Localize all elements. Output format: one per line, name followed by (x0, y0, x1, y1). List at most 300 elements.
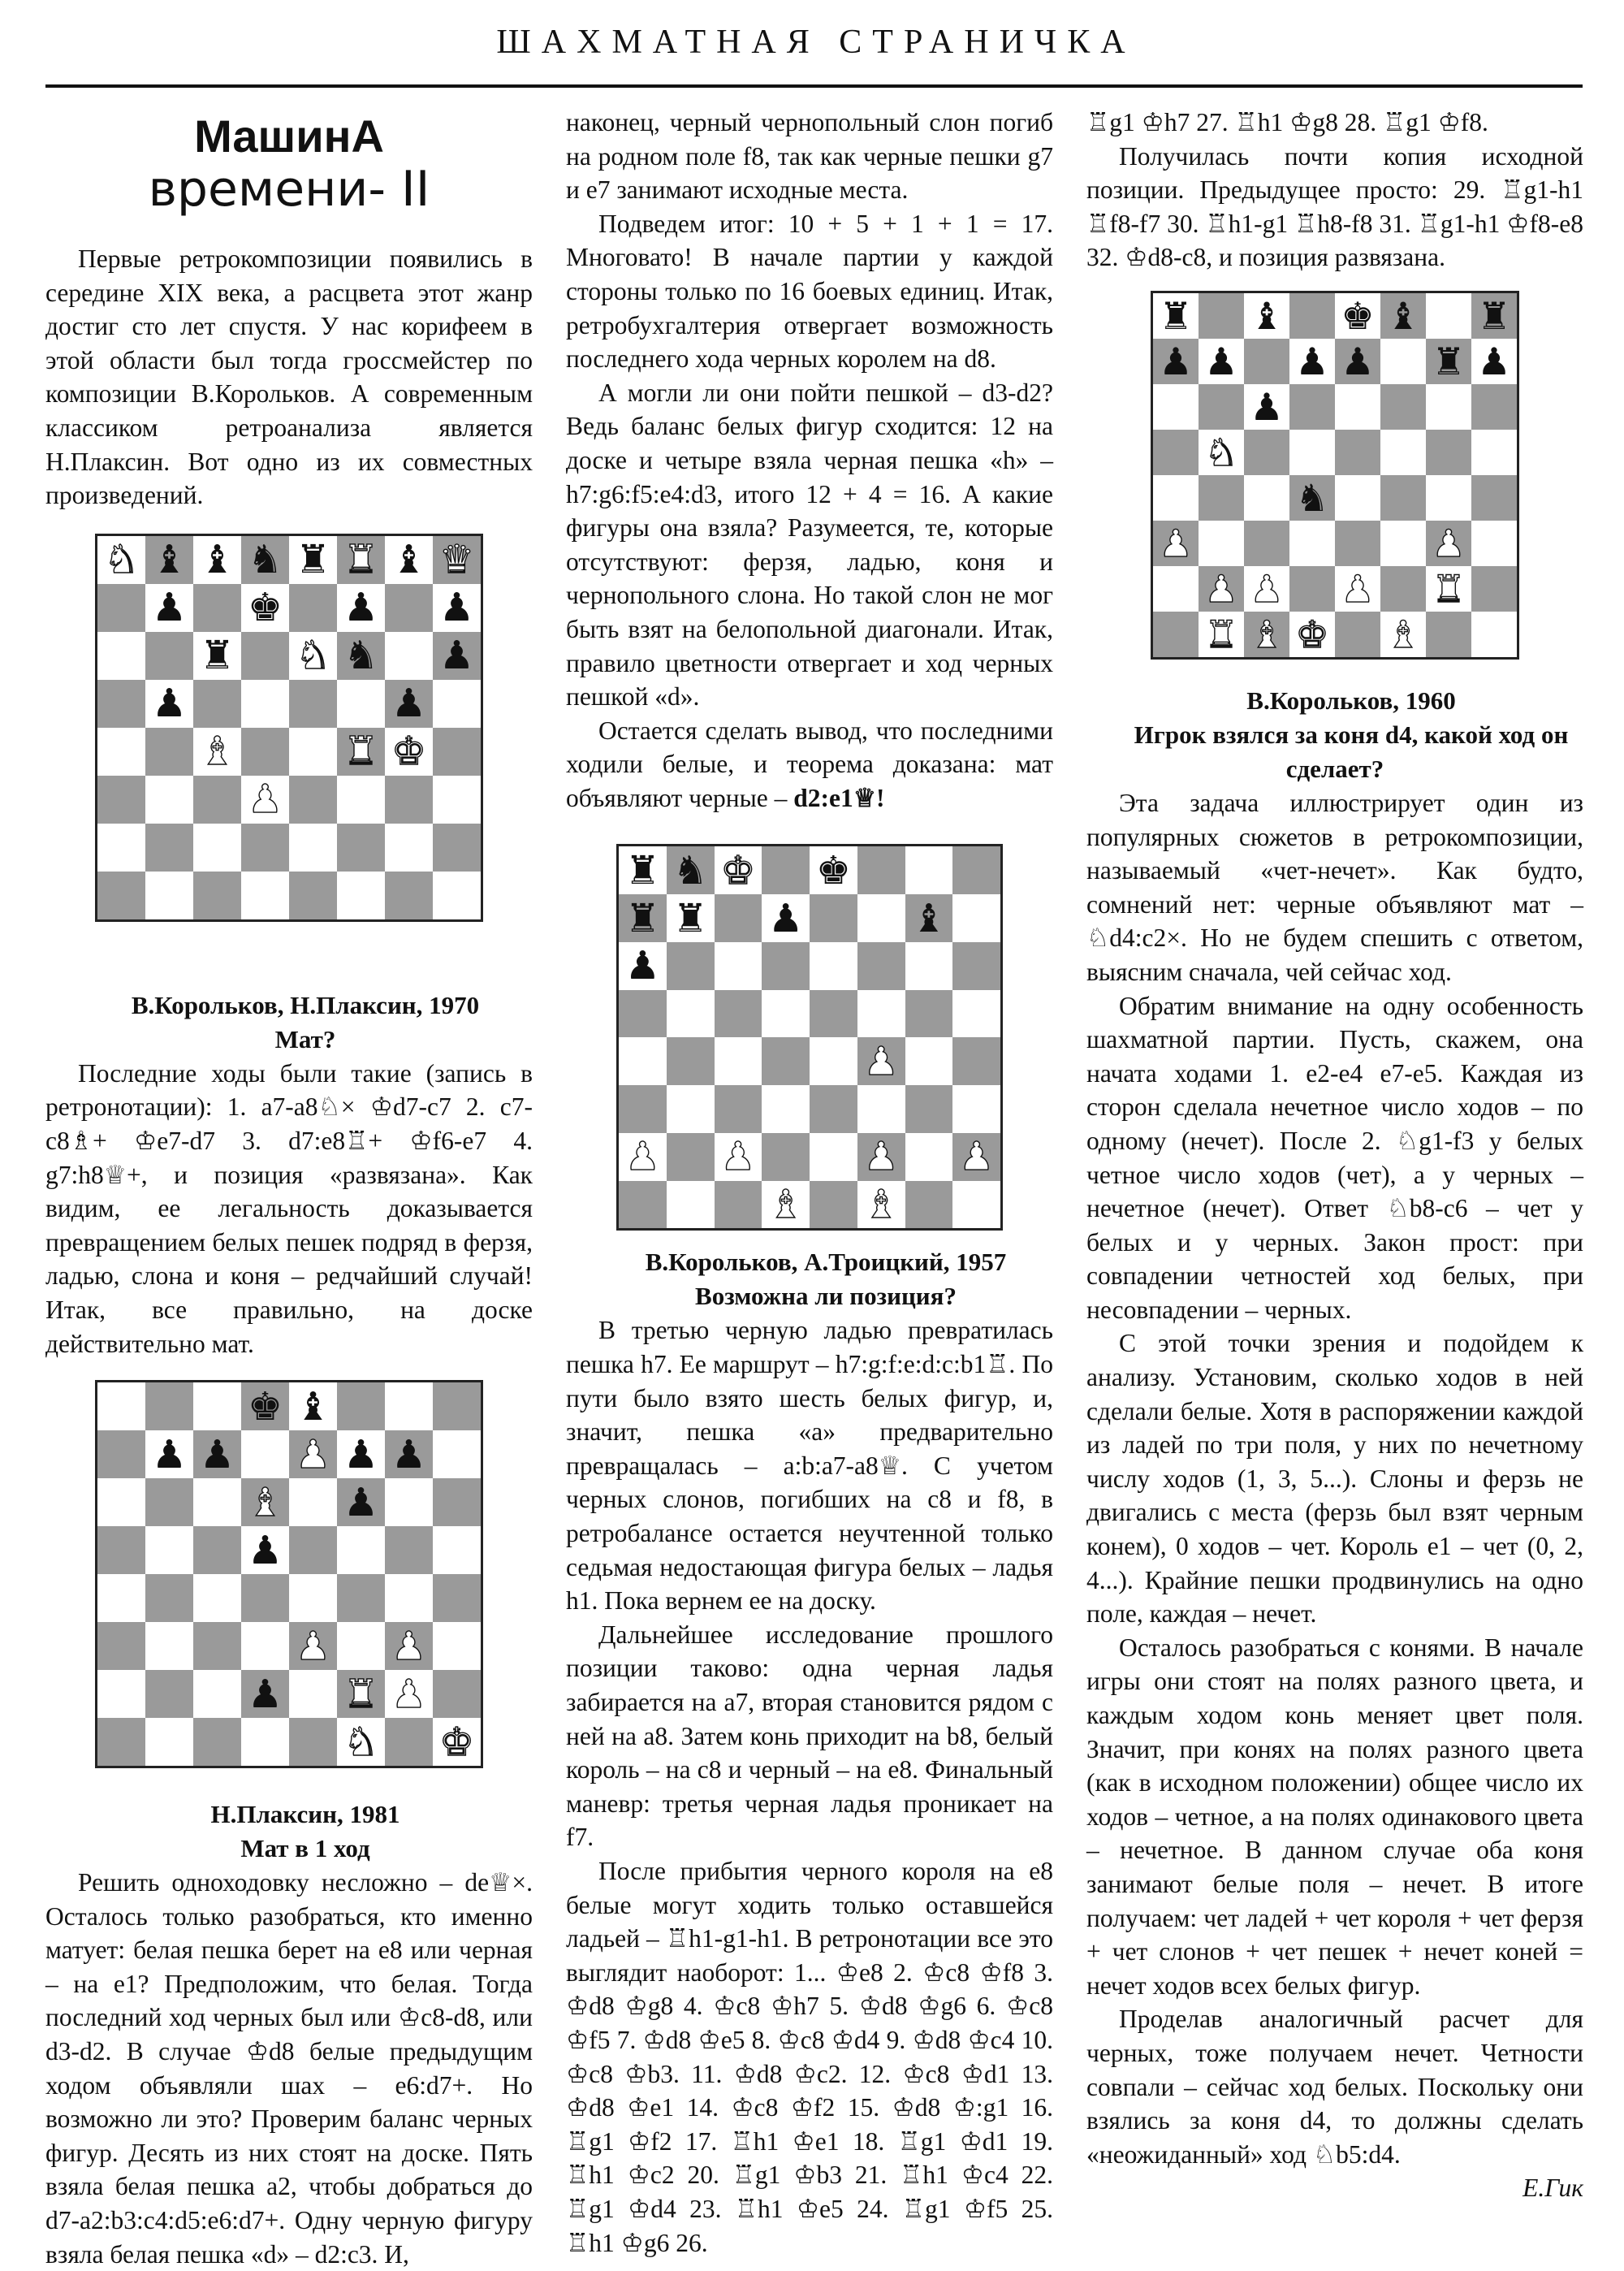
board-square (193, 1622, 241, 1670)
board-square (1153, 430, 1199, 475)
board-square (337, 1670, 385, 1718)
board-square (385, 680, 433, 728)
board-square (1199, 475, 1244, 521)
board-square (1335, 384, 1380, 430)
board-square (1289, 339, 1335, 384)
board-square (97, 1382, 145, 1430)
paragraph: В третью черную ладью превратилась пешка h7. Ее маршрут – h7:g:f:e:d:c:b1♖. По пути было взято шесть белых фигур, и, значит, пешка «a» предварительно превращалась – a:b:a7-a8♕. С учетом черных слонов, погибших на c8 и f8, в ретробалансе остается неучтенной только седьмая недостающая фигура белых – ладья h1. Пока вернем ее на доску. (566, 1316, 1053, 1616)
board-square (289, 632, 337, 680)
board-square (667, 1181, 715, 1229)
board-square (1244, 430, 1289, 475)
board-square (289, 776, 337, 824)
board-square (289, 1718, 337, 1766)
board-square (145, 1526, 193, 1574)
white-king-icon: ♚ (438, 1719, 475, 1765)
board-square (905, 1181, 953, 1229)
board-square (97, 872, 145, 919)
board-square (433, 1382, 481, 1430)
board-square (1426, 566, 1471, 612)
board-square (241, 1526, 289, 1574)
board-square (715, 1085, 762, 1133)
paragraph: Решить одноходовку несложно – de♕×. Осталось только разобраться, кто именно матует: белая пешка берет на e8 или черная – на e1? Предположим, что белая. Тогда последний ход черных был или ♔c8-d8, или d3-d2. В случае ♔d8 белые предыдущим ходом объявляли шах – e6:d7+. Но возможно ли это? Проверим баланс черных фигур. Десять из них стоят на доске. Пять взяла белая пешка a2, чтобы добраться до d7-a2:b3:c4:d5:e6:d7+. Одну черную фигуру взяла белая пешка «d» – d2:c3. И, (45, 1868, 533, 2269)
white-bishop-icon: ♝ (768, 1182, 804, 1228)
chess-diagram-1 (95, 534, 483, 922)
paragraph: Эта задача иллюстрирует один из популярных сюжетов в ретрокомпозиции, называемый «чет-нечет». Как будто, сомнений нет: черные объявляют мат – ♘d4:c2×. Но не будем спешить с ответом, выясним сначала, чей сейчас ход. (1086, 788, 1583, 986)
board-square (145, 824, 193, 872)
author-signature: Е.Гик (1522, 2174, 1583, 2203)
board-square (385, 536, 433, 584)
board-square (1244, 612, 1289, 657)
chess-diagram-4 (1151, 291, 1519, 660)
board-square (337, 824, 385, 872)
board-square (241, 728, 289, 776)
board-square (145, 632, 193, 680)
board-square (145, 1430, 193, 1478)
board-square (1153, 566, 1199, 612)
paragraph: Дальнейшее исследование прошлого позиции таково: одна черная ладья забирается на a7, вторая становится рядом с ней на a8. Затем конь приходит на b8, белый король – на c8 и черный – на e8. Финальный маневр: третья черная ладья проникает на f7. (566, 1620, 1053, 1852)
board-square (1244, 521, 1289, 566)
board-square (241, 776, 289, 824)
board-square (810, 1181, 857, 1229)
board-square (1199, 521, 1244, 566)
white-pawn-icon: ♟ (863, 1134, 899, 1180)
board-square (337, 1718, 385, 1766)
black-pawn-icon: ♟ (151, 681, 188, 727)
black-pawn-icon: ♟ (624, 943, 660, 989)
board-square (193, 776, 241, 824)
board-square (619, 942, 667, 990)
board-square (433, 872, 481, 919)
board-square (715, 1037, 762, 1085)
board-square (193, 632, 241, 680)
white-pawn-icon: ♟ (247, 776, 283, 823)
board-square (385, 872, 433, 919)
black-rook-icon: ♜ (672, 895, 708, 941)
board-square (667, 1133, 715, 1181)
board-square (1380, 475, 1426, 521)
white-bishop-icon: ♝ (1386, 612, 1420, 656)
board-square (385, 1574, 433, 1622)
diagram-stipulation: Возможна ли позиция? (695, 1282, 957, 1311)
board-square (241, 1718, 289, 1766)
white-knight-icon: ♞ (103, 537, 140, 583)
white-pawn-icon: ♟ (1204, 566, 1238, 611)
paragraph: Подведем итог: 10 + 5 + 1 + 1 = 17. Многовато! В начале партии у каждой стороны только по 16 боевых единиц. Итак, ретробухгалтерия отвергает возможность последнего хода черных королем на d8. (566, 209, 1053, 374)
board-square (1471, 475, 1517, 521)
board-square (1380, 339, 1426, 384)
black-pawn-icon: ♟ (1250, 384, 1284, 429)
black-bishop-icon: ♝ (1386, 293, 1420, 338)
board-square (337, 1574, 385, 1622)
black-rook-icon: ♜ (1477, 293, 1511, 338)
white-rook-icon: ♜ (343, 729, 379, 775)
diagram-author: В.Корольков, 1960 (1246, 686, 1456, 715)
black-rook-icon: ♜ (1159, 293, 1193, 338)
board-square (337, 1430, 385, 1478)
board-square (97, 632, 145, 680)
board-square (1199, 384, 1244, 430)
white-pawn-icon: ♟ (1159, 521, 1193, 565)
board-square (433, 1478, 481, 1526)
diagram-stipulation: Игрок взялся за коня d4, какой ход он сделает? (1134, 720, 1569, 783)
board-square (433, 1574, 481, 1622)
board-square (289, 1526, 337, 1574)
page-header: ШАХМАТНАЯ СТРАНИЧКА (496, 24, 1136, 61)
board-square (1335, 566, 1380, 612)
black-knight-icon: ♞ (672, 847, 708, 893)
board-square (289, 680, 337, 728)
board-square (241, 1622, 289, 1670)
white-pawn-icon: ♟ (1432, 521, 1466, 565)
board-square (1289, 475, 1335, 521)
board-square (385, 824, 433, 872)
board-square (905, 990, 953, 1038)
board-square (667, 1037, 715, 1085)
diagram-author: В.Корольков, Н.Плаксин, 1970 (131, 990, 480, 1019)
board-square (905, 1037, 953, 1085)
black-bishop-icon: ♝ (199, 537, 235, 583)
board-square (762, 1085, 810, 1133)
board-square (433, 584, 481, 632)
board-square (337, 632, 385, 680)
black-rook-icon: ♜ (1432, 339, 1466, 383)
black-pawn-icon: ♟ (1477, 339, 1511, 383)
board-square (97, 1478, 145, 1526)
board-square (1471, 430, 1517, 475)
board-square (337, 680, 385, 728)
board-square (810, 1133, 857, 1181)
black-bishop-icon: ♝ (1250, 293, 1284, 338)
board-square (289, 824, 337, 872)
board-square (433, 536, 481, 584)
board-square (433, 776, 481, 824)
board-square (241, 1574, 289, 1622)
board-square (433, 824, 481, 872)
board-square (1335, 430, 1380, 475)
board-square (1426, 521, 1471, 566)
board-square (145, 584, 193, 632)
black-rook-icon: ♜ (295, 537, 331, 583)
board-square (762, 1181, 810, 1229)
white-king-icon: ♚ (1295, 612, 1329, 656)
board-square (810, 990, 857, 1038)
board-square (433, 680, 481, 728)
paragraph: А могли ли они пойти пешкой – d3-d2? Ведь баланс белых фигур сходится: 12 на доске и четыре взяла черная пешка «h» – h7:g6:f5:e4:d3, итого 12 + 4 = 16. А какие фигуры она взяла? Разумеется, те, которые отсутствуют: ферзя, ладью, коня и чернопольного слона. Но такой слон не мог быть взят на белопольной диагонали. Итак, правило цветности отвергает и ход черных пешкой «d». (566, 378, 1053, 712)
board-square (385, 776, 433, 824)
board-square (337, 536, 385, 584)
board-square (193, 1430, 241, 1478)
board-square (241, 1430, 289, 1478)
column-3 (1086, 106, 1583, 2205)
board-square (1199, 293, 1244, 339)
board-square (1380, 521, 1426, 566)
board-square (385, 1670, 433, 1718)
board-square (1426, 339, 1471, 384)
board-square (762, 1133, 810, 1181)
board-square (715, 894, 762, 942)
board-square (810, 1085, 857, 1133)
board-square (1199, 612, 1244, 657)
paragraph: После прибытия черного короля на e8 белые могут ходить только оставшейся ладьей – ♖h1-g1-h1. В ретронотации все это выглядит наоборот: 1... ♔e8 2. ♔c8 ♔f8 3. ♔d8 ♔g8 4. ♔c8 ♔h7 5. ♔d8 ♔g6 6. ♔c8 ♔f5 7. ♔d8 ♔e5 8. ♔c8 ♔d4 9. ♔d8 ♔c4 10. ♔c8 ♔b3. 11. ♔d8 ♔c2. 12. ♔c8 ♔d1 13. ♔d8 ♔e1 14. ♔c8 ♔f2 15. ♔d8 ♔:g1 16. ♖g1 ♔f2 17. ♖h1 ♔e1 18. ♖g1 ♔d1 19. ♖h1 ♔c2 20. ♖g1 ♔b3 21. ♖h1 ♔c4 22. ♖g1 ♔d4 23. ♖h1 ♔e5 24. ♖g1 ♔f5 25. ♖h1 ♔g6 26. (566, 1856, 1053, 2257)
board-square (337, 776, 385, 824)
board-square (145, 680, 193, 728)
board-square (905, 894, 953, 942)
board-square (810, 1037, 857, 1085)
board-square (857, 846, 905, 894)
board-square (145, 536, 193, 584)
board-square (1289, 293, 1335, 339)
paragraph: Получилась почти копия исходной позиции. Предыдущее просто: 29. ♖g1-h1 ♖f8-f7 30. ♖h1-g1 ♖h8-f8 31. ♖g1-h1 ♔f8-e8 32. ♔d8-c8, и позиция развязана. (1086, 141, 1583, 272)
paragraph-text: Остается сделать вывод, что последними ходили белые, и теорема доказана: мат объявляют черные – (566, 716, 1053, 812)
board-square (952, 1133, 1000, 1181)
board-square (762, 846, 810, 894)
board-square (952, 846, 1000, 894)
board-square (1380, 566, 1426, 612)
board-square (1199, 566, 1244, 612)
board-square (385, 1430, 433, 1478)
board-square (857, 894, 905, 942)
white-knight-icon: ♞ (1204, 430, 1238, 474)
board-square (905, 1085, 953, 1133)
board-square (97, 776, 145, 824)
board-square (905, 1133, 953, 1181)
board-square (667, 990, 715, 1038)
paragraph: ♖g1 ♔h7 27. ♖h1 ♔g8 28. ♖g1 ♔f8. (1086, 108, 1488, 136)
board-square (193, 1670, 241, 1718)
paragraph: Проделав аналогичный расчет для черных, тоже получаем нечет. Четности совпали – сейчас ход белых. Поскольку они взялись за коня d4, то должны сделать «неожиданный» ход ♘b5:d4. (1086, 2005, 1583, 2169)
board-square (97, 680, 145, 728)
board-square (241, 1382, 289, 1430)
board-square (667, 1085, 715, 1133)
board-square (145, 1622, 193, 1670)
white-pawn-icon: ♟ (1250, 566, 1284, 611)
board-square (810, 894, 857, 942)
board-square (762, 1037, 810, 1085)
black-king-icon: ♚ (247, 585, 283, 631)
board-square (433, 728, 481, 776)
black-pawn-icon: ♟ (151, 585, 188, 631)
black-bishop-icon: ♝ (295, 1383, 331, 1430)
board-square (857, 990, 905, 1038)
white-bishop-icon: ♝ (199, 729, 235, 775)
white-knight-icon: ♞ (343, 1719, 379, 1765)
board-square (1380, 612, 1426, 657)
board-square (905, 942, 953, 990)
black-bishop-icon: ♝ (151, 537, 188, 583)
black-pawn-icon: ♟ (438, 633, 475, 679)
board-square (241, 584, 289, 632)
board-square (97, 824, 145, 872)
black-knight-icon: ♞ (247, 537, 283, 583)
board-square (952, 1085, 1000, 1133)
board-square (1289, 430, 1335, 475)
board-square (1244, 293, 1289, 339)
white-bishop-icon: ♝ (863, 1182, 899, 1228)
board-square (193, 584, 241, 632)
board-square (193, 872, 241, 919)
board-square (857, 1037, 905, 1085)
board-square (1426, 475, 1471, 521)
board-square (193, 536, 241, 584)
board-square (385, 1718, 433, 1766)
black-pawn-icon: ♟ (391, 681, 427, 727)
board-square (433, 1526, 481, 1574)
board-square (1199, 339, 1244, 384)
board-square (289, 1670, 337, 1718)
board-square (193, 680, 241, 728)
board-square (337, 1382, 385, 1430)
white-king-icon: ♚ (391, 729, 427, 775)
board-square (1199, 430, 1244, 475)
white-knight-icon: ♞ (295, 633, 331, 679)
paragraph: Обратим внимание на одну особенность шахматной партии. Пусть, скажем, она начата ходами 1. e2-e4 e7-e5. Каждая из сторон сделала нечетное число ходов – по одному (нечет). После 2. ♘g1-f3 у белых четное число ходов (чет), а у черных – нечетное (нечет). Ответ ♘b8-c6 – чет у белых и у черных. Закон прост: при совпадении четностей ход белых, при несовпадении – черных. (1086, 991, 1583, 1324)
board-square (289, 536, 337, 584)
board-square (241, 680, 289, 728)
black-pawn-icon: ♟ (343, 585, 379, 631)
board-square (810, 846, 857, 894)
paragraph: Первые ретрокомпозиции появились в середине XIX века, а расцвета этот жанр достиг сто лет спустя. У нас корифеем в этой области был тогда гроссмейстер по композиции В.Корольков. А современным классиком ретроанализа является Н.Плаксин. Вот одно из их совместных произведений. (45, 244, 533, 510)
white-pawn-icon: ♟ (1341, 566, 1375, 611)
chess-diagram-2 (95, 1380, 483, 1768)
board-square (385, 584, 433, 632)
black-pawn-icon: ♟ (151, 1431, 188, 1477)
board-square (857, 1085, 905, 1133)
board-square (289, 1478, 337, 1526)
board-square (619, 1085, 667, 1133)
board-square (810, 942, 857, 990)
white-pawn-icon: ♟ (391, 1623, 427, 1669)
paragraph: С этой точки зрения и подойдем к анализу. Установим, сколько ходов в ней сделали белые. Хотя в распоряжении каждой из ладей по три поля, у них по нечетному числу ходов (1, 3, 5...). Слоны и ферзь не двигались с места (ферзь был взят черным конем), 0 ходов – чет. Король e1 – чет (0, 2, 4...). Крайние пешки продвинулись на одно поле, каждая – нечет. (1086, 1329, 1583, 1629)
black-knight-icon: ♞ (1295, 475, 1329, 520)
board-square (1335, 521, 1380, 566)
board-square (385, 1622, 433, 1670)
white-pawn-icon: ♟ (391, 1671, 427, 1717)
board-square (433, 632, 481, 680)
board-square (193, 728, 241, 776)
board-square (193, 1382, 241, 1430)
board-square (337, 1478, 385, 1526)
paragraph: Осталось разобраться с конями. В начале игры они стоят на полях разного цвета, и каждым ходом конь меняет цвет поля. Значит, при конях на полях разного цвета (как в исходном положении) общее число их ходов – четное, а на полях одинакового цвета – нечетное. В данном случае оба коня занимают белые поля – нечет. В итоге получаем: чет ладей + чет короля + чет ферзя + чет слонов + чет пешек + нечет коней = нечет ходов всех белых фигур. (1086, 1633, 1583, 2000)
black-bishop-icon: ♝ (911, 895, 947, 941)
board-square (1335, 293, 1380, 339)
white-pawn-icon: ♟ (295, 1623, 331, 1669)
board-square (337, 728, 385, 776)
board-square (145, 1478, 193, 1526)
black-king-icon: ♚ (247, 1383, 283, 1430)
board-square (1153, 384, 1199, 430)
board-square (762, 942, 810, 990)
board-square (1153, 293, 1199, 339)
board-square (1335, 475, 1380, 521)
board-square (1471, 384, 1517, 430)
paragraph: наконец, черный чернопольный слон погиб на родном поле f8, так как черные пешки g7 и e7 занимают исходные места. (566, 108, 1053, 205)
board-square (857, 1133, 905, 1181)
board-square (145, 1670, 193, 1718)
board-square (385, 632, 433, 680)
board-square (433, 1622, 481, 1670)
board-square (97, 536, 145, 584)
board-square (1471, 339, 1517, 384)
board-square (289, 1382, 337, 1430)
board-square (385, 728, 433, 776)
board-square (97, 1670, 145, 1718)
header-rule (45, 84, 1583, 88)
article-title: МашинА (194, 110, 384, 162)
black-king-icon: ♚ (815, 847, 851, 893)
black-pawn-icon: ♟ (343, 1479, 379, 1525)
board-square (1289, 566, 1335, 612)
white-rook-icon: ♜ (1204, 612, 1238, 656)
board-square (145, 728, 193, 776)
board-square (97, 1574, 145, 1622)
board-square (1380, 384, 1426, 430)
white-rook-icon: ♜ (343, 537, 379, 583)
board-square (1380, 430, 1426, 475)
board-square (952, 1037, 1000, 1085)
board-square (1289, 521, 1335, 566)
black-pawn-icon: ♟ (343, 1431, 379, 1477)
board-square (433, 1670, 481, 1718)
board-square (193, 1718, 241, 1766)
board-square (1471, 521, 1517, 566)
chess-diagram-3 (616, 844, 1003, 1231)
board-square (1153, 339, 1199, 384)
board-square (667, 942, 715, 990)
board-square (762, 894, 810, 942)
board-square (97, 584, 145, 632)
board-square (241, 824, 289, 872)
board-square (433, 1718, 481, 1766)
board-square (667, 846, 715, 894)
black-pawn-icon: ♟ (199, 1431, 235, 1477)
board-square (619, 990, 667, 1038)
white-pawn-icon: ♟ (959, 1134, 995, 1180)
paragraph: Последние ходы были такие (запись в ретронотации): 1. a7-a8♘× ♔d7-c7 2. c7-c8♗+ ♔e7-d7 3. d7:e8♖+ ♔f6-e7 4. g7:h8♕+, и позиция «развязана». Как видим, ее легальность доказывается превращением белых пешек подряд в ферзя, ладью, слона и коня – редчайший случай! Итак, все правильно, на доске действительно мат. (45, 1058, 533, 1358)
board-square (289, 1574, 337, 1622)
board-square (952, 894, 1000, 942)
board-square (97, 1430, 145, 1478)
black-pawn-icon: ♟ (1295, 339, 1329, 383)
board-square (1153, 612, 1199, 657)
board-square (241, 1478, 289, 1526)
board-square (1426, 430, 1471, 475)
board-square (667, 894, 715, 942)
black-pawn-icon: ♟ (768, 895, 804, 941)
board-square (145, 776, 193, 824)
board-square (289, 1622, 337, 1670)
board-square (289, 584, 337, 632)
white-bishop-icon: ♝ (247, 1479, 283, 1525)
board-square (715, 942, 762, 990)
white-pawn-icon: ♟ (624, 1134, 660, 1180)
board-square (289, 872, 337, 919)
board-square (337, 584, 385, 632)
board-square (857, 1181, 905, 1229)
white-pawn-icon: ♟ (720, 1134, 756, 1180)
black-pawn-icon: ♟ (1204, 339, 1238, 383)
board-square (715, 1181, 762, 1229)
board-square (1335, 612, 1380, 657)
article-subtitle: времени- II (148, 161, 430, 218)
board-square (1244, 384, 1289, 430)
board-square (241, 632, 289, 680)
black-knight-icon: ♞ (343, 633, 379, 679)
white-bishop-icon: ♝ (1250, 612, 1284, 656)
board-square (715, 1133, 762, 1181)
board-square (1426, 612, 1471, 657)
board-square (952, 1181, 1000, 1229)
white-king-icon: ♚ (720, 847, 756, 893)
